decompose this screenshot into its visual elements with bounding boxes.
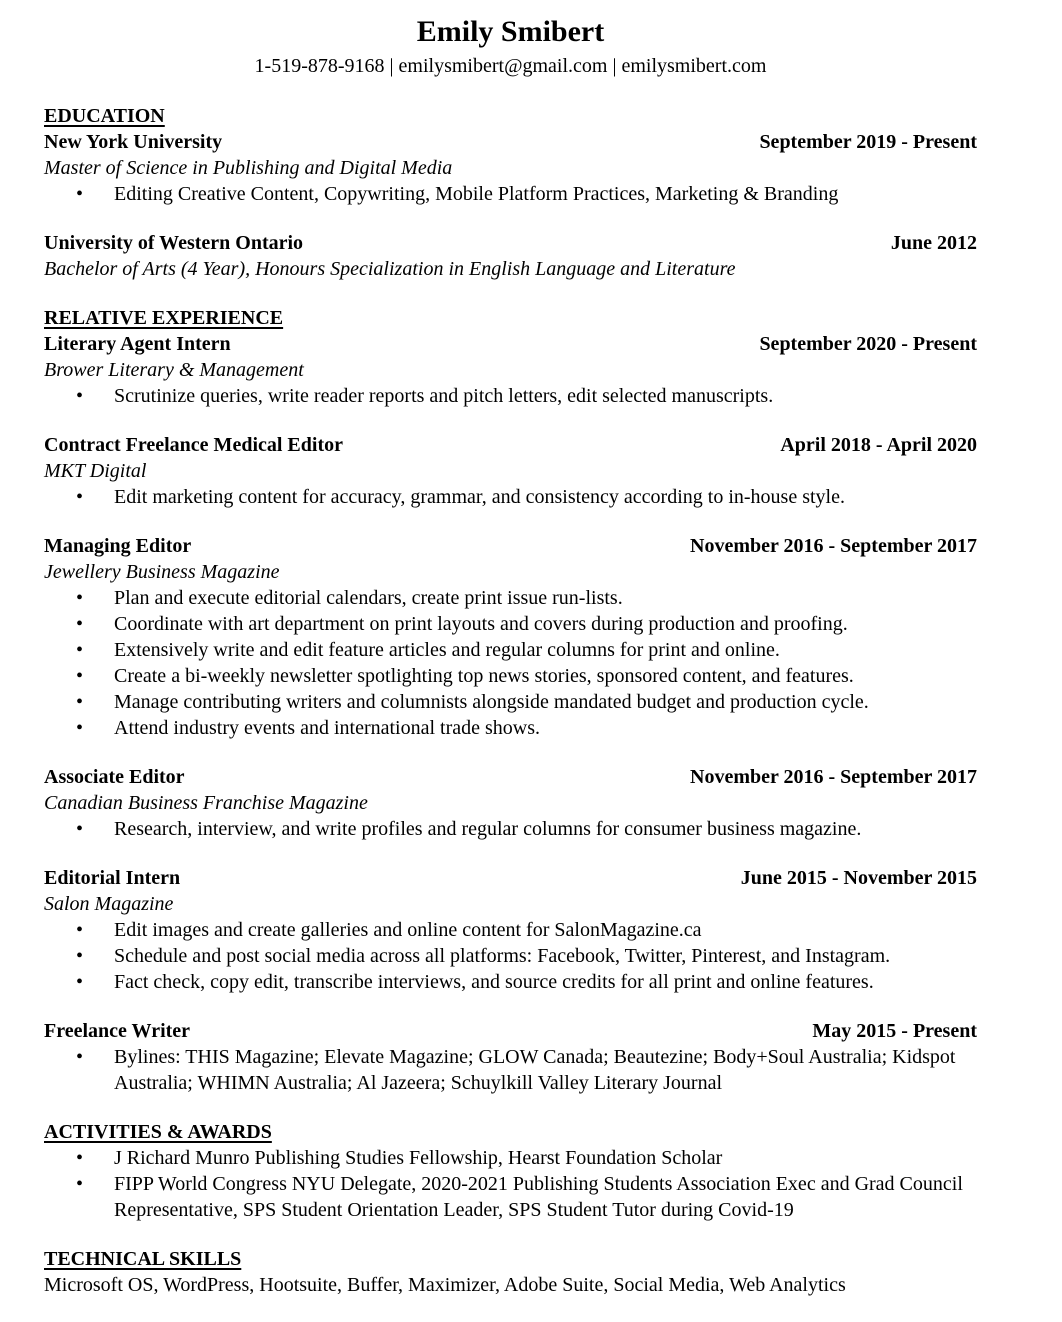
entry-head	[44, 533, 977, 559]
entry-date: November 2016 - September 2017	[690, 535, 977, 557]
entry-date: April 2018 - April 2020	[780, 434, 977, 456]
bullet-item: • Manage contributing writers and columnists alongside mandated budget and production cycle.	[44, 689, 977, 715]
section-title-education: EDUCATION	[44, 105, 165, 127]
bullet-item: • FIPP World Congress NYU Delegate, 2020-2021 Publishing Students Association Exec and Grad Council Representative, SPS Student Orientation Leader, SPS Student Tutor during Covid-19	[44, 1171, 977, 1223]
entry-subtitle: Master of Science in Publishing and Digital Media	[44, 157, 453, 179]
entry-date: June 2015 - November 2015	[740, 867, 977, 889]
entry-head	[44, 432, 977, 458]
experience-entry	[44, 331, 977, 409]
education-entry	[44, 129, 977, 207]
entry-heading: Editorial Intern	[44, 867, 181, 889]
entry-date: September 2020 - Present	[759, 333, 977, 355]
bullet-item: • Editing Creative Content, Copywriting, Mobile Platform Practices, Marketing & Branding	[44, 181, 977, 207]
bullet-item: • Coordinate with art department on print layouts and covers during production and proofing.	[44, 611, 977, 637]
entry-heading: Literary Agent Intern	[44, 333, 231, 355]
experience-entry	[44, 764, 977, 842]
bullet-item: • Attend industry events and international trade shows.	[44, 715, 977, 741]
entry-heading: New York University	[44, 131, 223, 153]
entry-heading: Managing Editor	[44, 535, 192, 557]
entry-head	[44, 865, 977, 891]
resume-header	[44, 12, 977, 80]
bullet-item: • Fact check, copy edit, transcribe interviews, and source credits for all print and online features.	[44, 969, 977, 995]
section-title-activities-awards: ACTIVITIES & AWARDS	[44, 1121, 272, 1143]
experience-entry	[44, 1018, 977, 1096]
skills-text: Microsoft OS, WordPress, Hootsuite, Buffer, Maximizer, Adobe Suite, Social Media, Web Analytics	[44, 1274, 846, 1296]
experience-entry	[44, 533, 977, 741]
section-technical-skills	[44, 1246, 977, 1298]
experience-entry	[44, 865, 977, 995]
contact-line: 1-519-878-9168 | emilysmibert@gmail.com | emilysmibert.com	[254, 55, 767, 77]
bullet-list	[44, 816, 977, 842]
entry-subtitle: Bachelor of Arts (4 Year), Honours Specialization in English Language and Literature	[44, 258, 736, 280]
bullet-list	[44, 1044, 977, 1096]
entry-head	[44, 331, 977, 357]
entry-head	[44, 230, 977, 256]
section-title-technical-skills: TECHNICAL SKILLS	[44, 1248, 242, 1270]
entry-subtitle: Brower Literary & Management	[44, 359, 304, 381]
person-name: Emily Smibert	[416, 15, 605, 48]
entry-heading: Contract Freelance Medical Editor	[44, 434, 343, 456]
bullet-item: • J Richard Munro Publishing Studies Fellowship, Hearst Foundation Scholar	[44, 1145, 977, 1171]
bullet-list	[44, 484, 977, 510]
bullet-item: • Edit marketing content for accuracy, grammar, and consistency according to in-house style.	[44, 484, 977, 510]
entry-date: September 2019 - Present	[759, 131, 977, 153]
entry-date: November 2016 - September 2017	[690, 766, 977, 788]
bullet-list	[44, 917, 977, 995]
entry-subtitle: MKT Digital	[44, 460, 147, 482]
entry-heading: Freelance Writer	[44, 1020, 191, 1042]
education-entry	[44, 230, 977, 282]
bullet-item: • Research, interview, and write profiles and regular columns for consumer business magazine.	[44, 816, 977, 842]
entry-heading: University of Western Ontario	[44, 232, 304, 254]
bullet-item: • Bylines: THIS Magazine; Elevate Magazine; GLOW Canada; Beautezine; Body+Soul Australia; Kidspot Australia; WHIMN Australia; Al Jazeera; Schuylkill Valley Literary Journal	[44, 1044, 977, 1096]
entry-head	[44, 129, 977, 155]
entry-head	[44, 764, 977, 790]
entry-date: May 2015 - Present	[812, 1020, 977, 1042]
bullet-list	[44, 1145, 977, 1223]
section-experience	[44, 305, 977, 1096]
bullet-list	[44, 383, 977, 409]
entry-heading: Associate Editor	[44, 766, 185, 788]
bullet-item: • Create a bi-weekly newsletter spotlighting top news stories, sponsored content, and features.	[44, 663, 977, 689]
entry-subtitle: Salon Magazine	[44, 893, 174, 915]
bullet-item: • Schedule and post social media across all platforms: Facebook, Twitter, Pinterest, and Instagram.	[44, 943, 977, 969]
section-title-experience: RELATIVE EXPERIENCE	[44, 307, 284, 329]
bullet-list	[44, 181, 977, 207]
section-education	[44, 103, 977, 282]
bullet-item: • Scrutinize queries, write reader reports and pitch letters, edit selected manuscripts.	[44, 383, 977, 409]
entry-date: June 2012	[890, 232, 977, 254]
bullet-item: • Edit images and create galleries and online content for SalonMagazine.ca	[44, 917, 977, 943]
entry-head	[44, 1018, 977, 1044]
entry-subtitle: Jewellery Business Magazine	[44, 561, 280, 583]
bullet-list	[44, 585, 977, 741]
bullet-item: • Plan and execute editorial calendars, create print issue run-lists.	[44, 585, 977, 611]
experience-entry	[44, 432, 977, 510]
entry-subtitle: Canadian Business Franchise Magazine	[44, 792, 368, 814]
bullet-item: • Extensively write and edit feature articles and regular columns for print and online.	[44, 637, 977, 663]
section-activities-awards	[44, 1119, 977, 1223]
